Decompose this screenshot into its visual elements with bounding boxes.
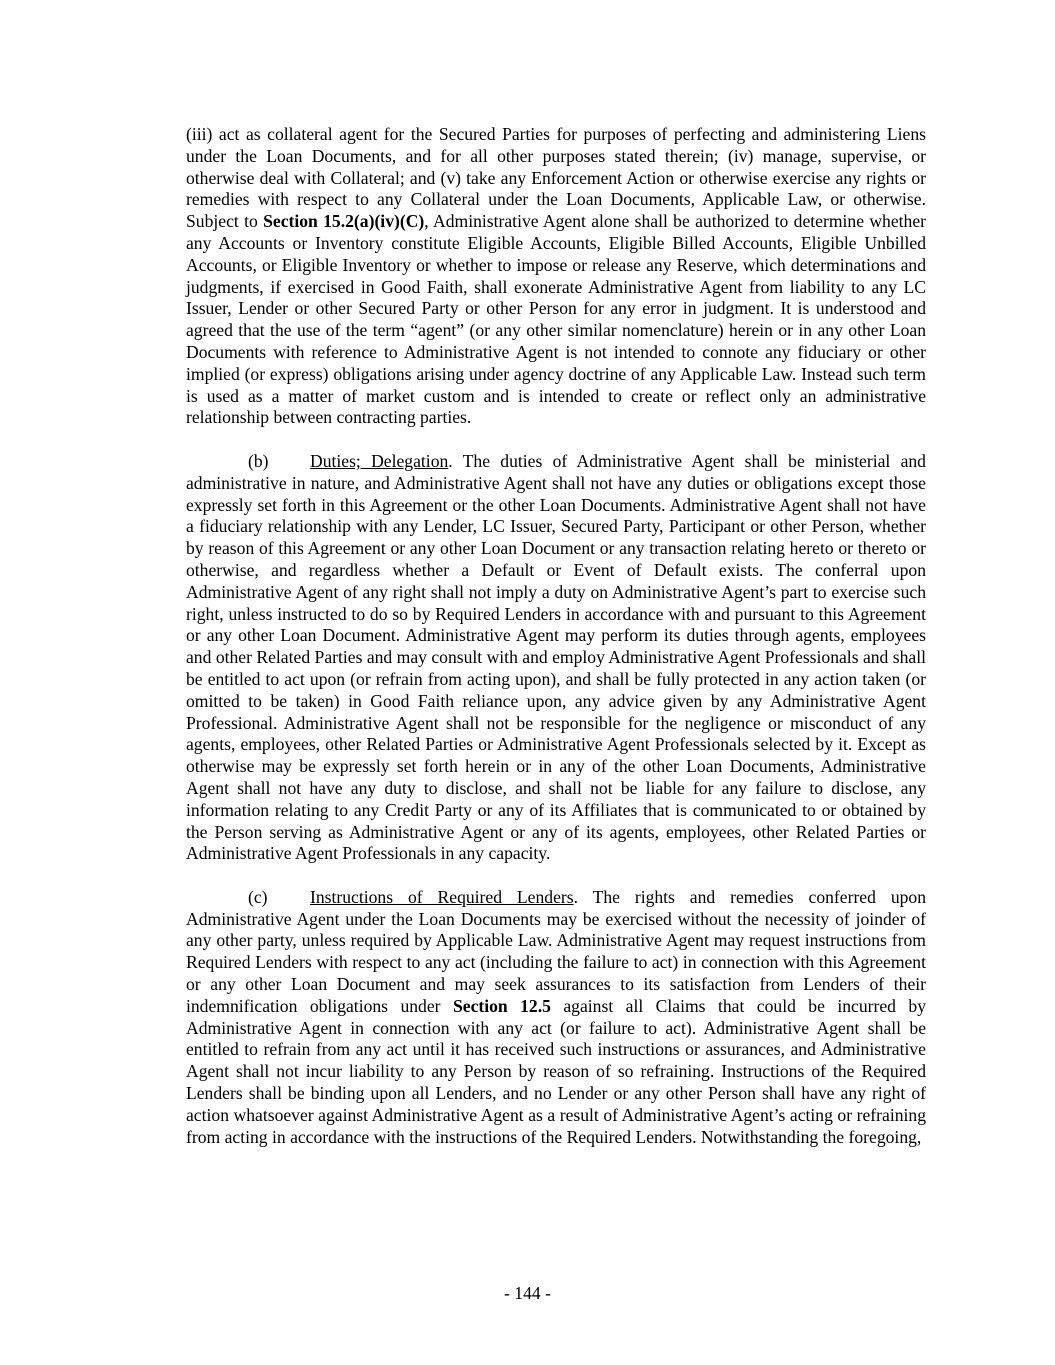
paragraph-iii-continuation	[186, 124, 926, 429]
paragraph-c-instructions-required-lenders	[186, 887, 926, 1149]
document-body	[186, 124, 926, 1148]
paragraph-text: . The rights and remedies conferred upon Administrative Agent under the Loan Documents may be exercised without the necessity of joinder of any other party, unless required by Applicable Law. Administrative Agent may request instructions from Required Lenders with respect to any act (including the failure to act) in connection with this Agreement or any other Loan Document and may seek assurances to its satisfaction from Lenders of their indemnification obligations under	[186, 886, 927, 1016]
paragraph-text: , Administrative Agent alone shall be authorized to determine whether any Accounts or Inventory constitute Eligible Accounts, Eligible Billed Accounts, Eligible Unbilled Accounts, or Eligible Inventory or whether to impose or release any Reserve, which determinations and judgments, if exercised in Good Faith, shall exonerate Administrative Agent from liability to any LC Issuer, Lender or other Secured Party or other Person for any error in judgment. It is understood and agreed that the use of the term “agent” (or any other similar nomenclature) herein or in any other Loan Documents with reference to Administrative Agent is not intended to connote any fiduciary or other implied (or express) obligations arising under agency doctrine of any Applicable Law. Instead such term is used as a matter of market custom and is intended to create or reflect only an administrative relationship between contracting parties.	[186, 211, 926, 428]
paragraph-b-duties-delegation	[186, 451, 926, 865]
paragraph-label: (b)	[248, 450, 269, 471]
paragraph-text: (iii) act as collateral agent for the Secured Parties for purposes of perfecting and administering Liens under the Loan Documents, and for all other purposes stated therein; (iv) manage, supervise, or otherwise deal with Collateral; and (v) take any Enforcement Action or otherwise exercise any rights or remedies with respect to any Collateral under the Loan Documents, Applicable Law, or otherwise. Subject to	[186, 124, 926, 232]
paragraph-heading: Duties; Delegation	[310, 450, 449, 471]
section-reference: Section 15.2(a)(iv)(C)	[263, 211, 425, 232]
paragraph-text: . The duties of Administrative Agent shall be ministerial and administrative in nature, and Administrative Agent shall not have any duties or obligations except those expressly set forth in this Agreement or the other Loan Documents. Administrative Agent shall not have a fiduciary relationship with any Lender, LC Issuer, Secured Party, Participant or other Person, whether by reason of this Agreement or any other Loan Document or any transaction relating hereto or thereto or otherwise, and regardless whether a Default or Event of Default exists. The conferral upon Administrative Agent of any right shall not imply a duty on Administrative Agent’s part to exercise such right, unless instructed to do so by Required Lenders in accordance with and pursuant to this Agreement or any other Loan Document. Administrative Agent may perform its duties through agents, employees and other Related Parties and may consult with and employ Administrative Agent Professionals and shall be entitled to act upon (or refrain from acting upon), and shall be fully protected in any action taken (or omitted to be taken) in Good Faith reliance upon, any advice given by any Administrative Agent Professional. Administrative Agent shall not be responsible for the negligence or misconduct of any agents, employees, other Related Parties or Administrative Agent Professionals selected by it. Except as otherwise may be expressly set forth herein or in any of the other Loan Documents, Administrative Agent shall not have any duty to disclose, and shall not be liable for any failure to disclose, any information relating to any Credit Party or any of its Affiliates that is communicated to or obtained by the Person serving as Administrative Agent or any of its agents, employees, other Related Parties or Administrative Agent Professionals in any capacity.	[186, 450, 926, 864]
paragraph-label: (c)	[248, 886, 268, 907]
page-number: - 144 -	[504, 1283, 551, 1303]
paragraph-text: against all Claims that could be incurred by Administrative Agent in connection with any act (or failure to act). Administrative Agent shall be entitled to refrain from any act until it has received such instructions or assurances, and Administrative Agent shall not incur liability to any Person by reason of so refraining. Instructions of the Required Lenders shall be binding upon all Lenders, and no Lender or any other Person shall have any right of action whatsoever against Administrative Agent as a result of Administrative Agent’s acting or refraining from acting in accordance with the instructions of the Required Lenders. Notwithstanding the foregoing,	[186, 995, 927, 1147]
paragraph-heading: Instructions of Required Lenders	[310, 886, 574, 907]
section-reference: Section 12.5	[452, 995, 551, 1016]
